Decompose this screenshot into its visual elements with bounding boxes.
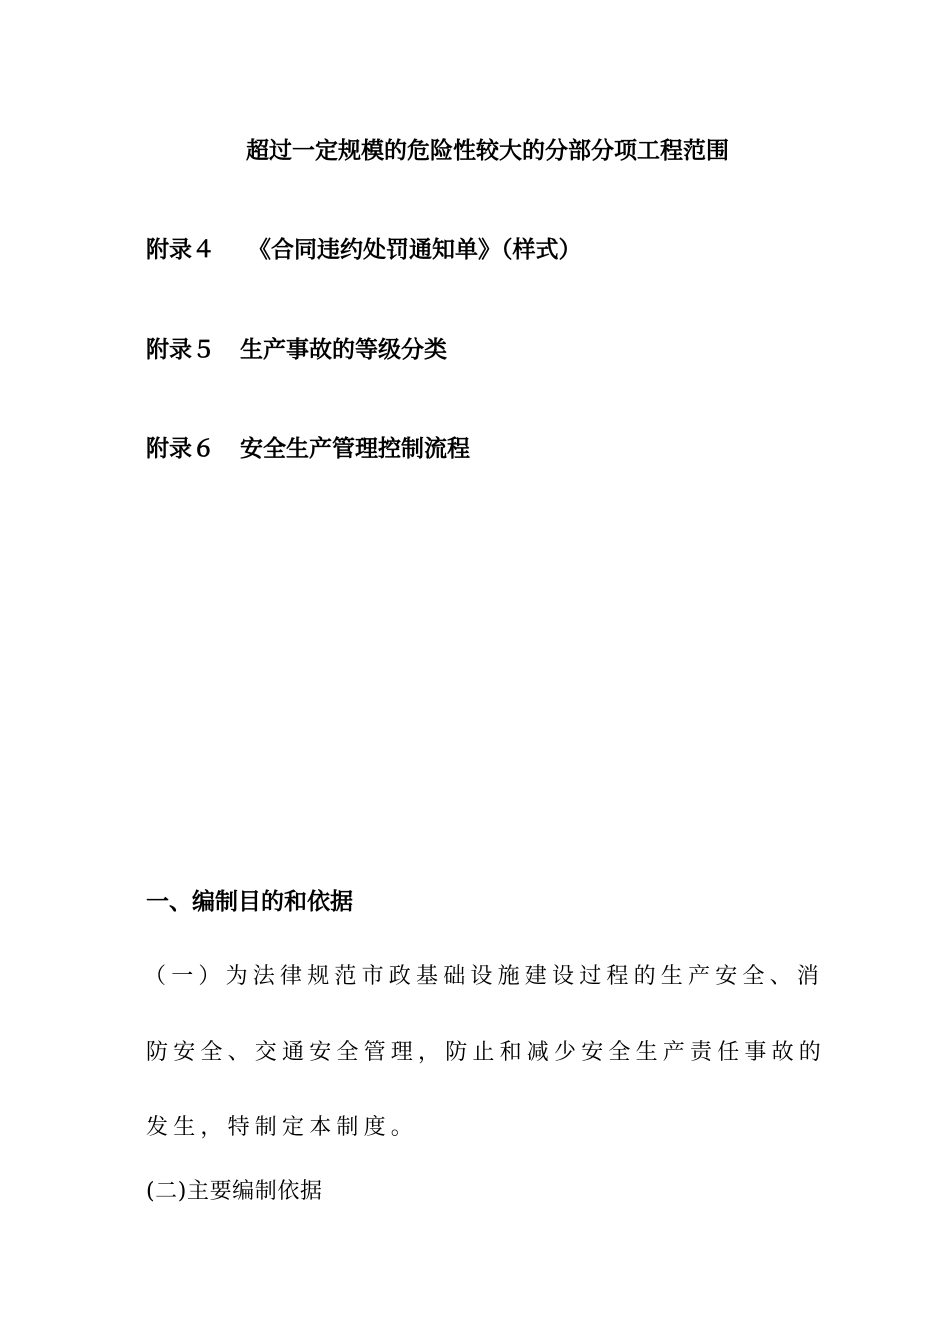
section-title: 超过一定规模的危险性较大的分部分项工程范围	[246, 138, 729, 164]
appendix-number: 附录５	[146, 337, 215, 363]
appendix-title: 安全生产管理控制流程	[240, 436, 470, 462]
paragraph-line: （一）为法律规范市政基础设施建设过程的生产安全、消	[144, 964, 825, 989]
subheading: (二)主要编制依据	[146, 1179, 323, 1204]
appendix-item	[146, 339, 447, 362]
appendix-number: 附录６	[146, 436, 215, 462]
appendix-number: 附录４	[146, 237, 215, 263]
appendix-title: 《合同违约处罚通知单》（样式）	[248, 237, 582, 263]
appendix-item	[146, 239, 582, 262]
paragraph-line: 防安全、交通安全管理，防止和减少安全生产责任事故的	[146, 1040, 827, 1065]
paragraph-line: 发生，特制定本制度。	[146, 1115, 419, 1140]
section-heading: 一、编制目的和依据	[146, 889, 353, 915]
appendix-title: 生产事故的等级分类	[240, 337, 447, 363]
appendix-item	[146, 438, 470, 461]
